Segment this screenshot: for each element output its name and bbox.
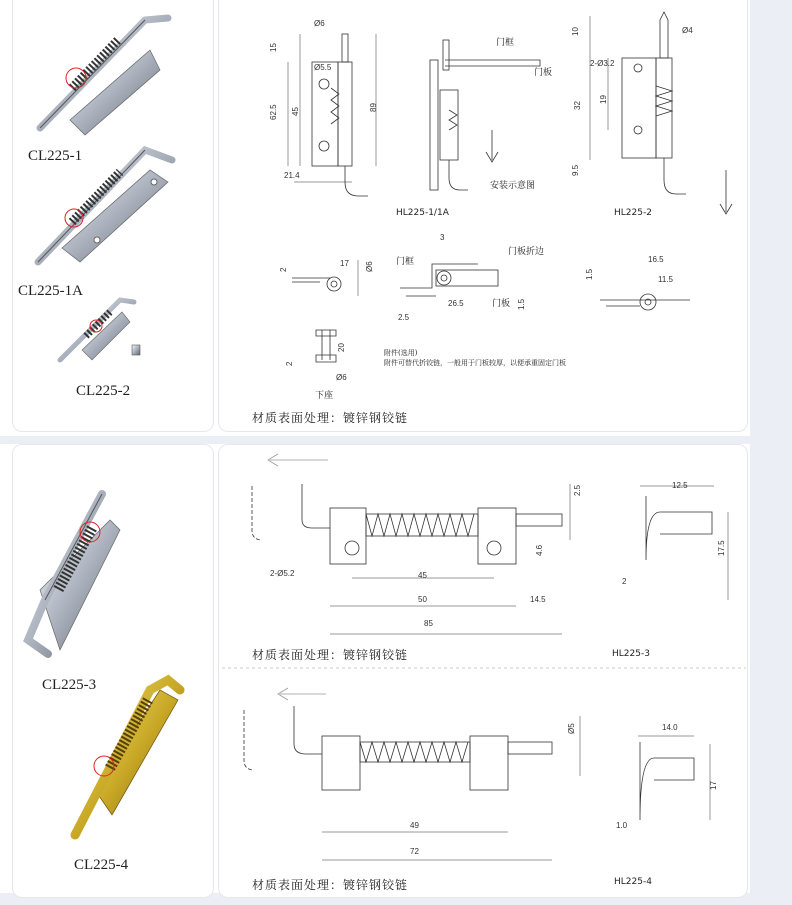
dim: Ø5.5 xyxy=(314,63,332,72)
label-cl225-3: CL225-3 xyxy=(42,677,97,693)
label-cl225-2: CL225-2 xyxy=(76,383,131,399)
dim: 2.5 xyxy=(573,484,582,496)
dim: Ø6 xyxy=(314,19,325,28)
dim: 50 xyxy=(418,595,427,604)
note-door-panel: 门板 xyxy=(534,68,553,78)
dim: 17.5 xyxy=(717,540,726,556)
dim: 2 xyxy=(622,577,627,586)
label-cl225-4: CL225-4 xyxy=(74,857,129,873)
dim: 16.5 xyxy=(648,255,664,264)
dim: 2 xyxy=(279,267,288,272)
dim: 2 xyxy=(285,361,294,366)
dim: 85 xyxy=(424,619,433,628)
dim: 2-Ø3.2 xyxy=(590,59,615,68)
dim: 17 xyxy=(709,781,718,790)
label-cl225-1: CL225-1 xyxy=(28,148,83,164)
note-door-panel-2: 门板 xyxy=(492,299,511,309)
material-caption-middle: 材质表面处理：镀锌钢铰链 xyxy=(252,648,409,662)
drawing-title-hl225-2: HL225-2 xyxy=(614,208,652,218)
material-caption-bottom: 材质表面处理：镀锌钢铰链 xyxy=(252,878,409,892)
dim: 26.5 xyxy=(448,299,464,308)
dim: Ø6 xyxy=(336,373,347,382)
dim: 1.5 xyxy=(585,268,594,280)
label-cl225-1a: CL225-1A xyxy=(18,283,83,299)
dim: Ø6 xyxy=(365,261,374,272)
dim: 14.0 xyxy=(662,723,678,732)
note-door-panel-fold: 门板折边 xyxy=(508,247,545,257)
dim: 19 xyxy=(599,95,608,104)
note-install-diagram: 安装示意图 xyxy=(490,181,536,191)
dim: 3 xyxy=(440,233,445,242)
dim: Ø4 xyxy=(682,26,693,35)
dim: 10 xyxy=(571,27,580,36)
dim: 20 xyxy=(337,343,346,352)
dim: 9.5 xyxy=(571,164,580,176)
dim: 11.5 xyxy=(658,275,673,284)
dim: 1.0 xyxy=(616,821,628,830)
note-door-frame: 门框 xyxy=(496,38,515,48)
dim: 12.5 xyxy=(672,481,688,490)
material-caption-top: 材质表面处理：镀锌钢铰链 xyxy=(252,411,409,425)
dim: 45 xyxy=(418,571,427,580)
note-attachment-title: 附件(选用) xyxy=(384,349,418,357)
dim: Ø5 xyxy=(567,723,576,734)
dim: 49 xyxy=(410,821,419,830)
drawing-title-hl225-1: HL225-1/1A xyxy=(396,208,449,218)
dim: 21.4 xyxy=(284,171,300,180)
note-lower-seat: 下座 xyxy=(315,391,334,401)
drawing-title-hl225-4: HL225-4 xyxy=(614,877,652,887)
dim: 4.6 xyxy=(535,544,544,556)
dim: 62.5 xyxy=(269,104,278,120)
dim: 45 xyxy=(291,107,300,116)
dim: 89 xyxy=(369,103,378,112)
note-attachment-text: 附件可替代折铰链，一般用于门板较厚，以便承重固定门板 xyxy=(384,359,566,367)
dim: 2.5 xyxy=(398,313,410,322)
note-door-frame-2: 门框 xyxy=(396,257,415,267)
dim: 2-Ø5.2 xyxy=(270,569,295,578)
dim: 1.5 xyxy=(517,298,526,310)
dim: 72 xyxy=(410,847,419,856)
dim: 14.5 xyxy=(530,595,546,604)
dim: 32 xyxy=(573,101,582,110)
drawing-title-hl225-3: HL225-3 xyxy=(612,649,650,659)
dim: 15 xyxy=(269,43,278,52)
dim: 17 xyxy=(340,259,349,268)
